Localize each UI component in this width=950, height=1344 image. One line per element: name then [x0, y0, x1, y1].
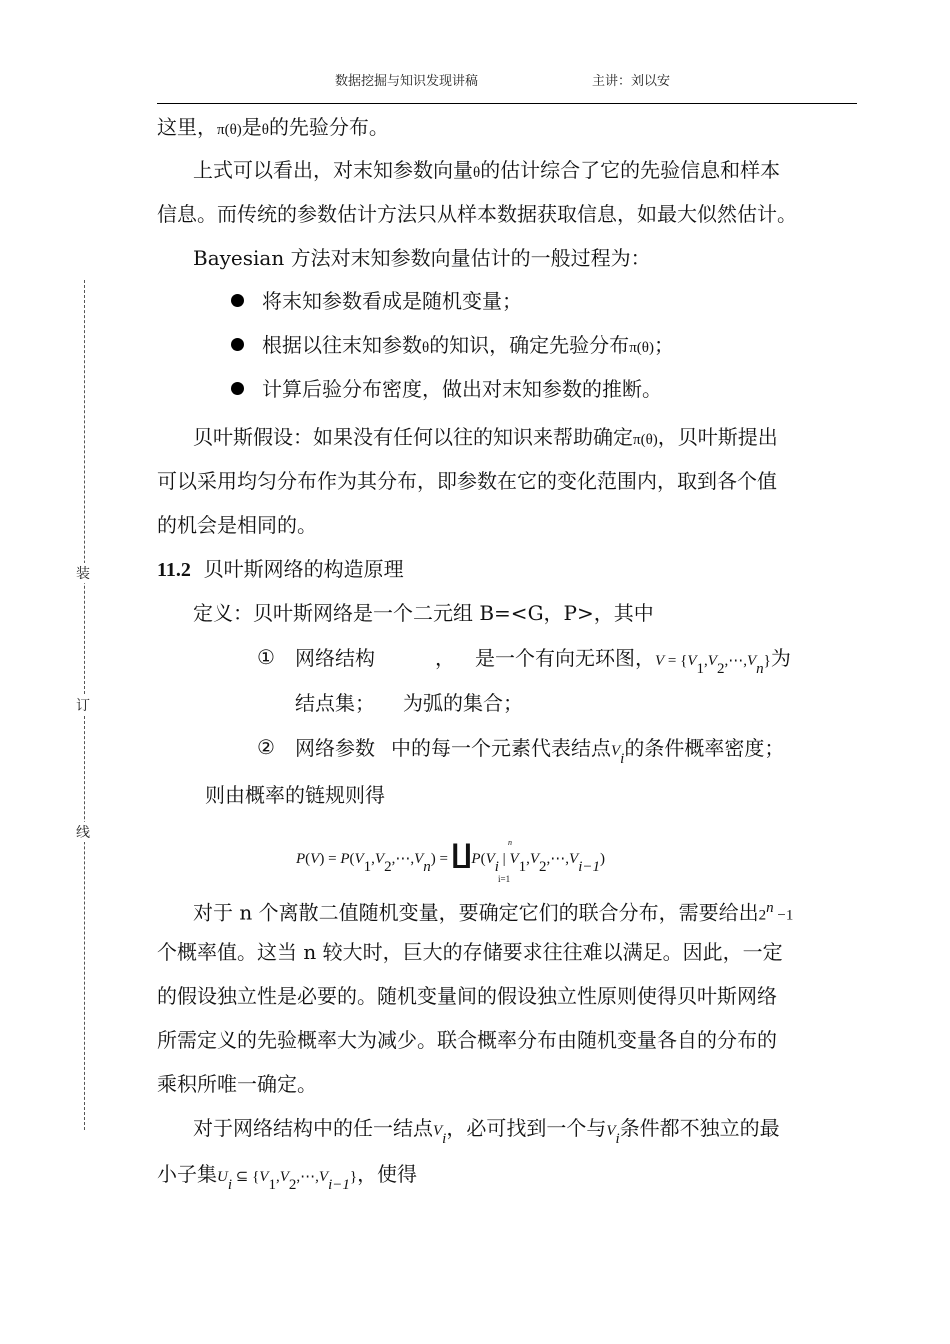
paragraph-bayesian-process: Bayesian 方法对末知参数向量估计的一般过程为： [193, 246, 651, 270]
math-var: V [414, 851, 424, 867]
math-sub: n [423, 859, 431, 875]
paragraph-binary-vars-line4: 所需定义的先验概率大为减少。联合概率分布由随机变量各自的分布的 [157, 1028, 777, 1052]
item-network-structure-line2 [295, 688, 523, 718]
math-sub: 1 [696, 661, 705, 677]
math-sub: i [442, 1131, 447, 1147]
chain-rule-intro: 则由概率的链规则得 [205, 783, 385, 807]
binding-char-zhuang: 装 [76, 563, 90, 583]
math-var-v: V [433, 1123, 443, 1139]
bullet-item-2 [262, 330, 674, 363]
math-var-v: V [318, 1169, 329, 1185]
math-var: V [485, 851, 495, 867]
paragraph-estimation-line2: 信息。而传统的参数估计方法只从样本数据获取信息，如最大似然估计。 [157, 202, 797, 226]
text: 中的每一个元素代表结点 [391, 736, 611, 760]
math-sub: 2 [288, 1177, 297, 1193]
math-var: V [509, 851, 519, 867]
math-sub: i [620, 751, 625, 767]
math-op: ,⋯, [296, 1169, 319, 1185]
math-op: } [763, 653, 771, 669]
paragraph-bayes-assumption-line1 [193, 422, 778, 455]
paragraph-binary-vars-line2: 个概率值。这当 n 较大时，巨大的存储要求往往难以满足。因此，一定 [157, 940, 783, 964]
math-sub: i [227, 1177, 233, 1193]
header-title: 数据挖掘与知识发现讲稿 [335, 74, 479, 89]
math-var: V [374, 851, 385, 867]
math-var-v: V [259, 1169, 269, 1185]
bullet-dot [231, 382, 244, 395]
section-title: 贝叶斯网络的构造原理 [203, 557, 404, 581]
math-op: , [704, 653, 708, 669]
product-upper-limit: n [508, 838, 512, 847]
bullet-dot [231, 338, 244, 351]
binding-char-ding: 订 [76, 695, 90, 715]
math-var-u: U [217, 1169, 228, 1185]
section-heading [157, 554, 404, 585]
binding-char-xian: 线 [76, 822, 90, 842]
math-sub: 2 [539, 859, 547, 875]
text: 是 [241, 115, 262, 139]
circled-marker-2: ② [257, 735, 275, 759]
math-var-v: V [746, 653, 757, 669]
math-op: } [349, 1169, 358, 1185]
math-sub: 2 [384, 859, 392, 875]
math-sub: i−1 [328, 1177, 350, 1193]
math-sub: i−1 [578, 859, 600, 875]
paragraph-subset-line1 [193, 1113, 780, 1154]
paragraph-bayes-assumption-line2: 可以采用均匀分布作为其分布，即参数在它的变化范围内，取到各个值 [157, 469, 777, 493]
math-sub: 1 [518, 859, 527, 875]
text: 对于 n 个离散二值随机变量，要确定它们的联合分布，需要给出 [193, 900, 759, 925]
bullet-item-3: 计算后验分布密度，做出对末知参数的推断。 [262, 377, 662, 401]
paragraph-subset-line2 [157, 1159, 417, 1200]
math-var: V [310, 851, 320, 867]
math-op: , [275, 1169, 280, 1185]
math-var-v: V [279, 1169, 289, 1185]
section-number: 11.2 [157, 559, 191, 581]
paragraph-binary-vars-line5: 乘积所唯一确定。 [157, 1072, 317, 1096]
math-sub: i [615, 1131, 620, 1147]
theta-symbol: θ [473, 165, 481, 181]
text: 上式可以看出，对末知参数向量 [193, 158, 473, 182]
math-var: V [569, 851, 579, 867]
text: 的估计综合了它的先验信息和样本 [480, 158, 781, 182]
text: 的知识，确定先验分布 [429, 333, 630, 357]
math-var: V [529, 851, 540, 867]
pi-theta-symbol: π(θ) [629, 340, 654, 356]
math-var-vi: V [611, 743, 621, 759]
paragraph-prior-note [157, 112, 389, 145]
theta-symbol: θ [261, 122, 269, 138]
product-lower-limit: i=1 [498, 874, 511, 884]
math-op: = { [664, 653, 688, 669]
math-op: ,⋯, [724, 653, 747, 669]
product-symbol: ∐ [451, 840, 472, 869]
math-sub: n [756, 661, 764, 677]
text: ， [435, 646, 455, 670]
text: ，使得 [357, 1162, 418, 1186]
math-var: V [354, 851, 364, 867]
math-var: P [296, 851, 306, 867]
math-var-v: V [606, 1123, 616, 1139]
math-two: 2 [758, 907, 767, 924]
math-op: ⊆ { [232, 1169, 260, 1185]
math-sub: 1 [363, 859, 372, 875]
paragraph-bayes-assumption-line3: 的机会是相同的。 [157, 513, 317, 537]
text: 对于网络结构中的任一结点 [193, 1116, 433, 1140]
math-sub: 2 [716, 661, 725, 677]
paragraph-binary-vars-line1 [193, 893, 793, 931]
text: 条件都不独立的最 [619, 1116, 780, 1140]
header-lecturer: 主讲：刘以安 [592, 74, 671, 89]
chain-rule-equation: $P(V) = P(V_1,V_2,\cdots,V_n)$ = $∐P(V_i$ | $V_1,V_2,\cdots,V_{i-1}$) [296, 840, 605, 875]
math-op: −1 [773, 907, 794, 924]
definition-line: 定义：贝叶斯网络是一个二元组 B=<G，P>，其中 [193, 601, 654, 625]
text: 为 [770, 646, 791, 670]
math-var-v: V [687, 653, 697, 669]
text: 的先验分布。 [268, 115, 389, 139]
text: 的条件概率密度； [624, 736, 785, 760]
math-sub: i [494, 859, 499, 875]
item-network-structure [295, 643, 791, 684]
text: 网络结构 [295, 646, 375, 670]
text: 小子集 [157, 1162, 217, 1186]
pi-theta-symbol: π(θ) [217, 122, 242, 138]
math-var-v: V [707, 653, 717, 669]
text: ，必可找到一个与 [446, 1116, 607, 1140]
header-rule [157, 103, 857, 104]
math-exp: n [766, 900, 774, 916]
text: 是一个有向无环图， [475, 646, 655, 670]
text: ，贝叶斯提出 [657, 425, 778, 449]
math-var: P [340, 851, 350, 867]
math-op: ⋯ [550, 851, 566, 867]
math-op: ⋯ [395, 851, 411, 867]
text: 这里， [157, 115, 217, 139]
paragraph-binary-vars-line3: 的假设独立性是必要的。随机变量间的假设独立性原则使得贝叶斯网络 [157, 984, 777, 1008]
text: 结点集； [295, 691, 375, 715]
text: 为弧的集合； [403, 691, 523, 715]
text: 贝叶斯假设：如果没有任何以往的知识来帮助确定 [193, 425, 633, 449]
theta-symbol: θ [422, 340, 430, 356]
text: 网络参数 [295, 736, 375, 760]
paragraph-estimation-line1 [193, 155, 780, 188]
math-var: P [471, 851, 481, 867]
math-sub: 1 [268, 1177, 276, 1193]
text: ； [653, 333, 674, 357]
bullet-dot [231, 294, 244, 307]
circled-marker-1: ① [257, 645, 275, 669]
pi-theta-symbol: π(θ) [633, 432, 658, 448]
item-network-parameters [295, 733, 784, 774]
bullet-item-1: 将末知参数看成是随机变量； [262, 289, 522, 313]
math-var-v: V [655, 653, 665, 669]
text: 根据以往末知参数 [262, 333, 422, 357]
